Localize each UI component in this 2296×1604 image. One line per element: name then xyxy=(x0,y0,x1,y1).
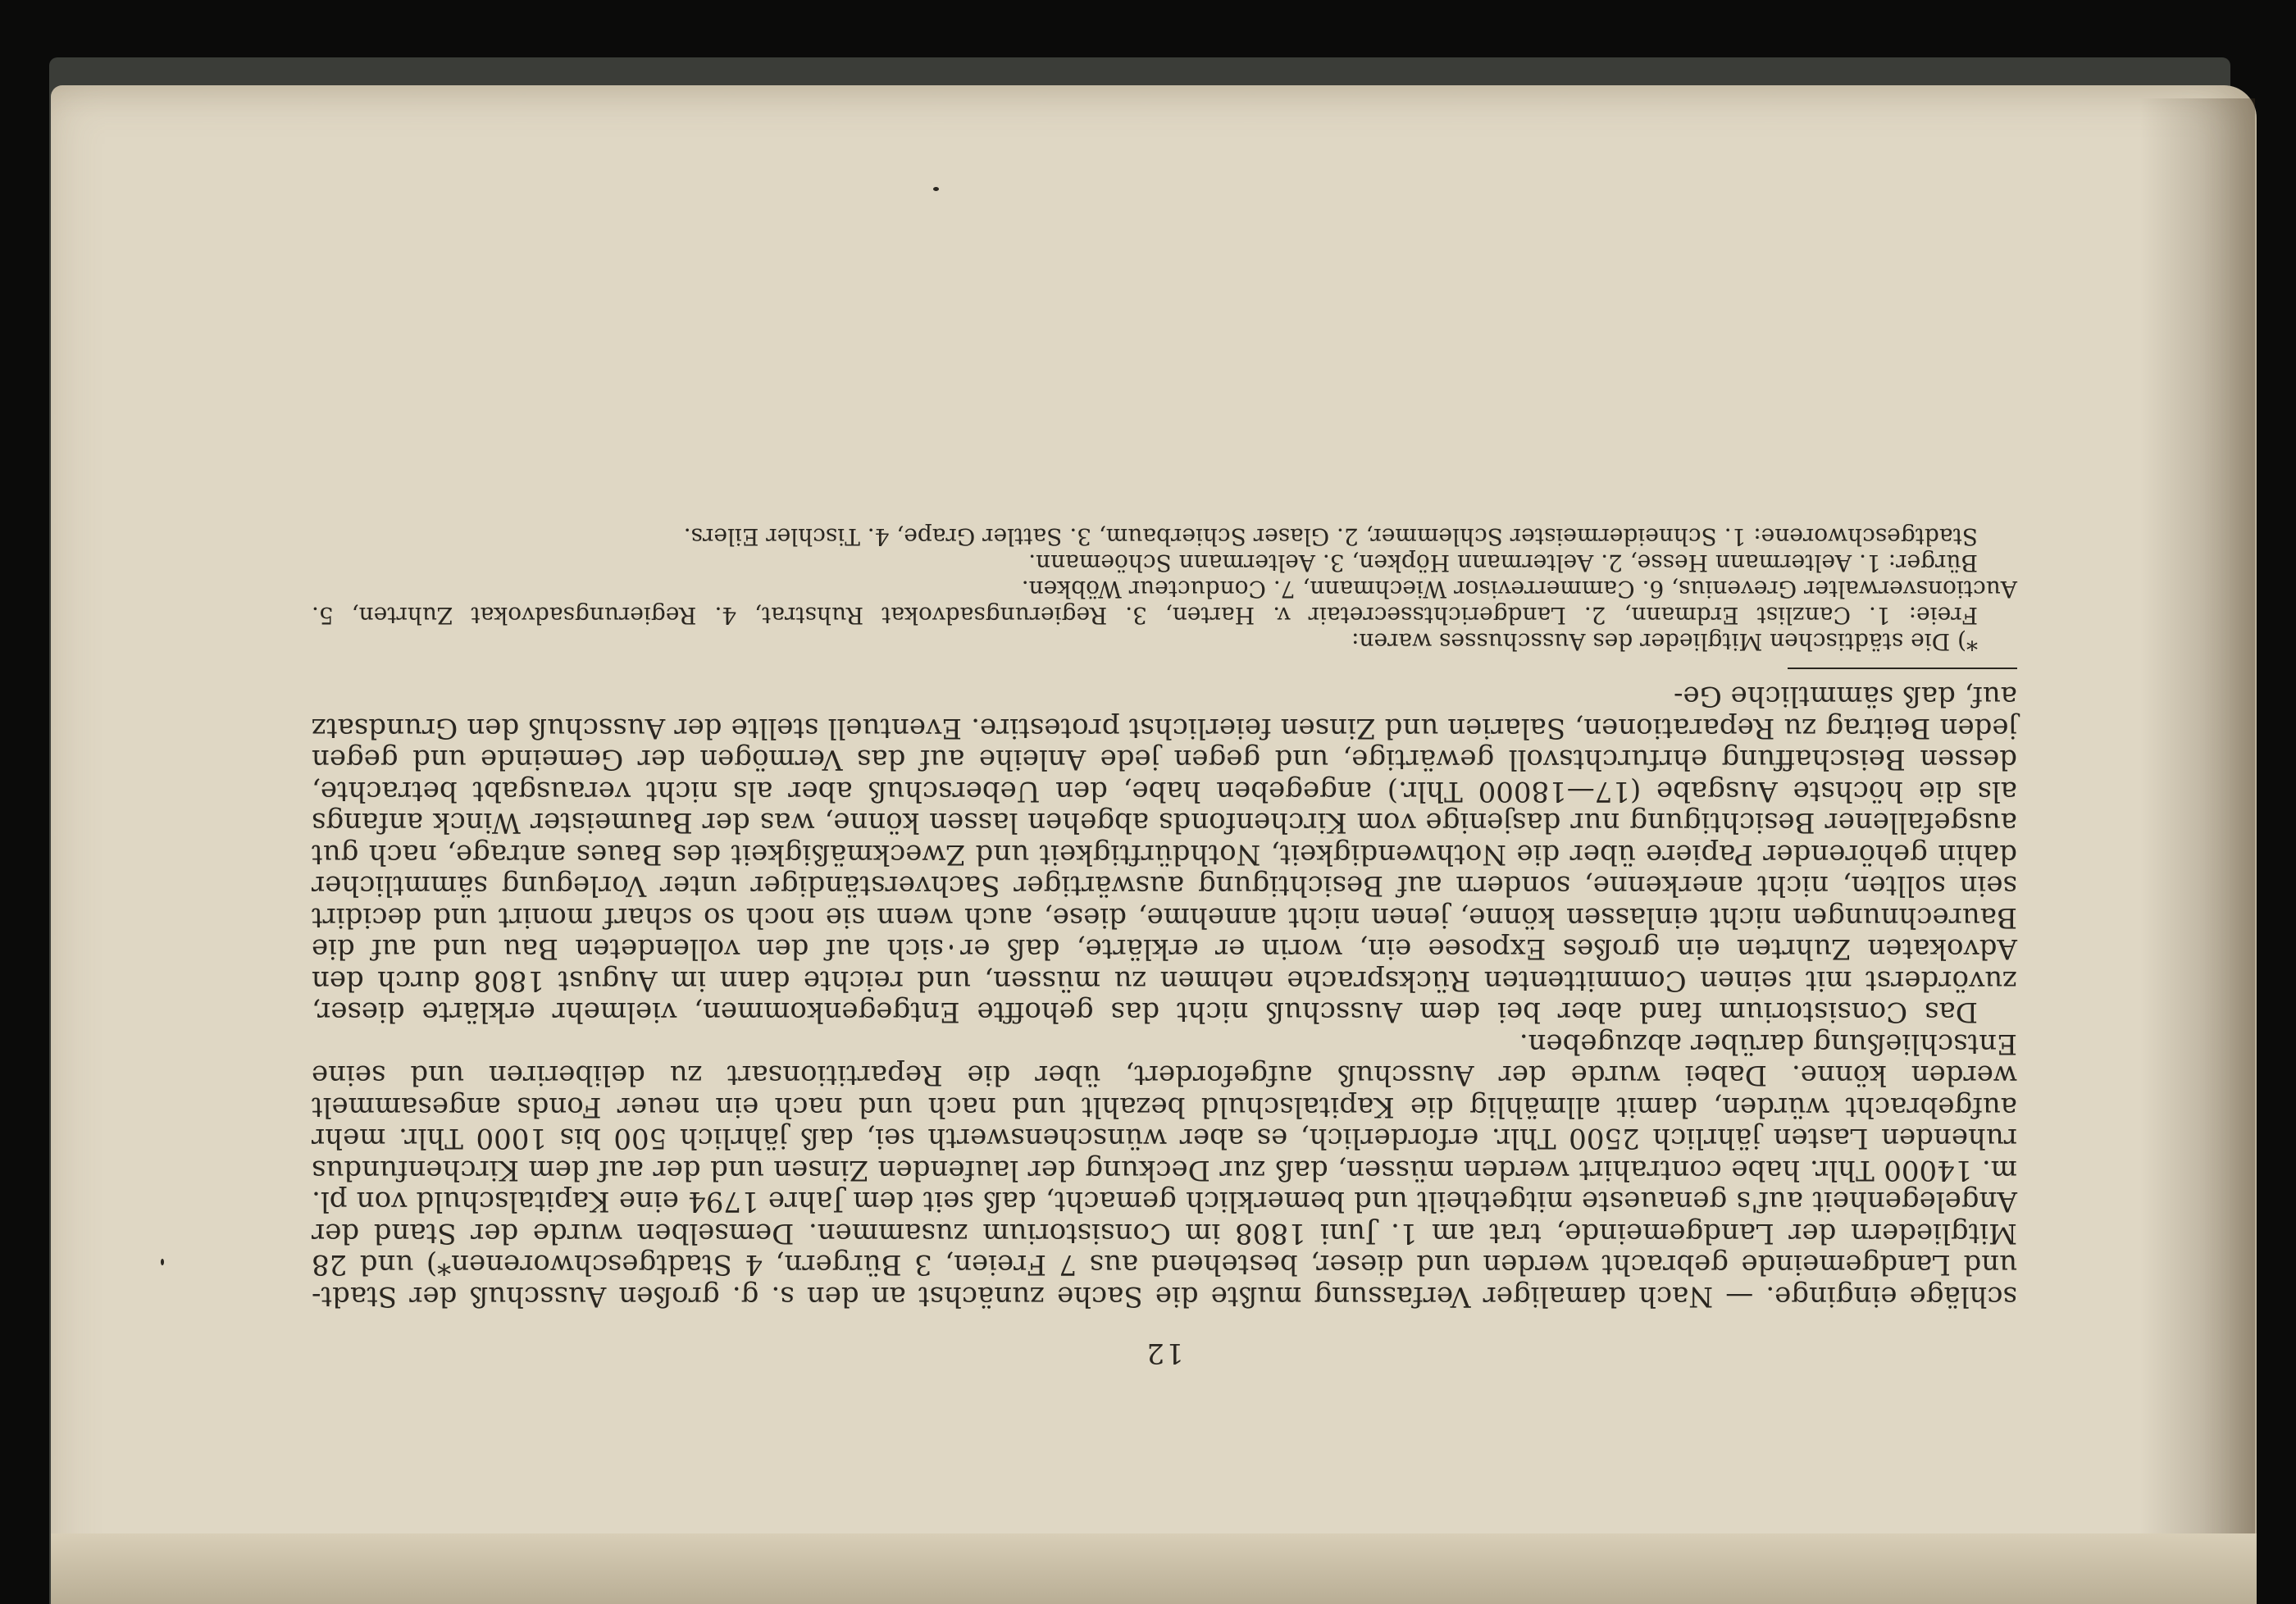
speck xyxy=(161,1259,164,1265)
footnote-divider xyxy=(1788,668,2017,669)
body-paragraph-2: Das Consistorium fand aber bei dem Ausschuß nicht das gehoffte Entgegenkommen, vielmehr erklärte dieser, zuvörderst mit seinen Committenten Rücksprache nehmen zu müssen, und reichte dann im August 1808 durch den Advokaten Zuhrten ein großes Exposee ein, worin er erklärte, daß er sich auf den vollendeten Bau und auf die Baurechnungen nicht einlassen könne, jenen nicht annehme, diese, auch wenn sie noch so scharf monirt und decidirt sein sollten, nicht anerkenne, sondern auf Besichtigung auswärtiger Sachverständiger unter Vorlegung sämmtlicher dahin gehörender Papiere über die Nothwendigkeit, Nothdürftigkeit und Zweckmäßigkeit des Baues antrage, nach gut ausgefallener Besichtigung nur dasjenige vom Kirchenfonds abgehen lassen könne, was der Baumeister Winck anfangs als die höchste Ausgabe (17—18000 Thlr.) angegeben habe, den Ueberschuß aber als nicht verausgabt betrachte, dessen Beischaffung ehrfurchtsvoll gewärtige, und gegen jede Anleihe auf das Vermögen der Gemeinde und gegen jeden Beitrag zu Reparationen, Salarien und Zinsen feierlichst protestire. Eventuell stellte der Ausschuß den Grundsatz auf, daß sämmtliche Ge- xyxy=(312,680,2017,1029)
speck xyxy=(933,187,939,191)
footnote-intro: *) Die städtischen Mitglieder des Ausschusses waren: xyxy=(1351,628,1978,655)
bottom-fold-edge xyxy=(51,1533,2257,1604)
body-paragraph-1: schläge einginge. — Nach damaliger Verfassung mußte die Sache zunächst an den s. g. großen Ausschuß der Stadt- und Landgemeinde gebracht werden und dieser, bestehend aus 7 Freien, 3 Bürgern, 4 Stadtgeschworenen*) und 28 Mitgliedern der Landgemeinde, trat am 1. Juni 1808 im Consistorium zusammen. Demselben wurde der Stand der Angelegenheit auf's genaueste mitgetheilt und bemerklich gemacht, daß seit dem Jahre 1794 eine Kapitalschuld von pl. m. 14000 Thlr. habe contrahirt werden müssen, daß zur Deckung der laufenden Zinsen und der auf dem Kirchenfundus ruhenden Lasten jährlich 2500 Thlr. erforderlich, es aber wünschenswerth sei, daß jährlich 500 bis 1000 Thlr. mehr aufgebracht würden, damit allmählig die Kapitalschuld bezahlt und nach und nach ein neuer Fonds angesammelt werden könne. Dabei wurde der Ausschuß aufgefordert, über die Repartitionsart zu deliberiren und seine Entschließung darüber abzugeben. xyxy=(312,1028,2017,1313)
footnote-buerger: Bürger: 1. Aeltermann Hesse, 2. Aeltermann Höpken, 3. Aeltermann Schöemann. xyxy=(1028,549,1978,576)
page-text-block xyxy=(312,377,2017,1369)
gutter-shadow xyxy=(2140,98,2255,1604)
footnote-freie: Freie: 1. Canzlist Erdmann, 2. Landgerichtssecretair v. Harten, 3. Regierungsadvokat Ruhstrat, 4. Regierungsadvokat Zuhrten, 5. Auctionsverwalter Grevenius, 6. Cammerrevisor Wiechmann, 7. Conducteur Wöbken. xyxy=(312,576,2017,629)
page-number: 12 xyxy=(1145,1337,1184,1369)
footnote-stadtgeschworene: Stadtgeschworene: 1. Schneidermeister Schlemmer, 2. Glaser Schierbaum, 3. Sattler Grape, 4. Tischler Eilers. xyxy=(683,523,1978,550)
